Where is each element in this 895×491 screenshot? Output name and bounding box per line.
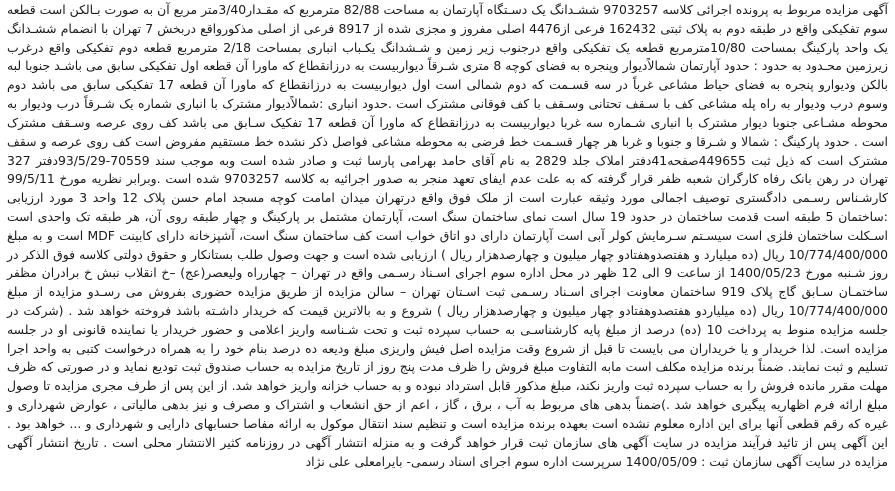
notice-text: آگهی مزایده مربوط به پرونده اجرائی کلاسه 9703257 ششـدانگ یک دسـتگاه آپارتمان به مساحت 82/88 مترمربع که مقـدار3/40متر مربع آن به صورت بـالکن است قطعه سوم تفکیکی واقع در طبقه دوم به پلاک ثبتی 162432 فرعی از4476 اصلی مفروز و مجزی شده از 8917 فرعی از اصلی مذکورواقع دربخش 7 تهران با انضمام ششـدانگ یک واحد پارکینگ بمساحت 10/80مترمربع قطعه یک تفکیکی واقع درجنوب زیر زمین و شـشدانگ یکـباب انباری بمساحت 2/18 مترمربع قطعه دوم تفکیکی واقع درغرب زیرزمین محـدود به حدود : حدود آپارتمان شمالاًدیوار وپنجره به فضای کوچه 8 متری شـرقاً دیواربیست به درزانقطاع که ماورا آن قطعه اول تفکیکی سابق می باشـد جنوبا لبه بالکن ودیوارو پنجره به فضای حیاط مشاعی غرباً در سه قسـمت که دوم شمالی است اول دیواربیست به درزانقطاع که ماورا آن قطعه 17 تفکیکی سابق می باشد دوم وسوم درب ودیوار به راه پله مشاعی کف با سـقف تحتانی وسـقف با کف فوقانی مشترک است .حدود انباری :شمالاًدیوار مشترک با انباری شماره یک شـرقاً درب ودیوار به محوطه مشـاعی جنوبا دیوار مشترک با انباری شـماره سه غربا دیواربیست به درزانقطاع که ماورا آن قطعه 17 تفکیک سـابق می باشد کف روی عرصه وسـقف مشترک است . حدود پارکینگ : شمالا و شـرقا و جنوبا و غربا هر چهار قسـمت خط فرضی به محوطه مشاعی فواصل ذکر نشده خط مستقیم مفروض است کف روی عرصه و سقف مشترک است که ذیل ثبت 449655صفحه41دفتر املاک جلد 2829 به نام آقای حامد بهرامی پارسا ثبت و صادر شده است وبه موجب سند 70559-93/5/29دفتر 327 تهران در رهن بانک رفاه کارگران شعبه ظفر قرار گرفته که به علت عدم ایفای تعهد منجر به صدور اجرائیه به کلاسه 9703257 شده است .وبرابر نظریه مورخ 99/5/11 کارشـناس رسـمی دادگستری توصیف اجمالی مورد وثیقه عبارت است از ملک فوق واقع درتهران میدان امامت کوچه مسجد امام حسن پلاک 12 واحد 3 مورد ارزیابی :ساختمان 5 طبقه است قدمت ساختمان در حدود 19 سال است نمای ساختمان سنگ است، آپارتمان مشتمل بر پارکینگ و چهار طبقه روی آن، هر طبقه تک واحدی است اسـکلت ساختمان فلزی است سیسـتم سـرمایش کولر آبی است آپارتمان دارای دو اتاق خواب است کف ساختمان سنگ است، آشپزخانه دارای کابینت MDF است و به مبلغ 10/774/400/000 ریال (ده میلیارد و هفتصدوهفتادو چهار میلیون و چهارصدهزار ریال ) ارزیابی شده است و جهت وصول طلب بستانکار و حقوق دولتی کلاسه فوق الذکر در روز شـنبه مورخ 1400/05/23 از ساعت 9 الی 12 ظهر در محل اداره سوم اجرای اسـناد رسـمی واقع در تهران – چهارراه ولیعصر(عج) –خ انقلاب نبش خ برادران مظفر ساختمـان سـابق گاج پلاک 919 ساختمان معاونت اجرای اسـناد رسـمی ثبت اسـتان تهران – سالن مزایده از طریق مزایده حضوری بفروش می رسـدو مزایده از مبلغ 10/774/400/000 ریال (ده میلیاردو هفتصدوهفتادو چهار میلیون و چهارصدهزار ریال ) شروع و به بالاترین قیمت که خریدار داشـته باشد فروخته خواهد شد . (شرکت در جلسه مزایده منوط به پرداخت 10 (ده) درصد از مبلغ پایه کارشناسـی به حساب سپرده ثبت و تحت شـناسه واریز اعلامی و حضور خریدار یا نماینده قانونی او در جلسه مزایده است. لذا خریدار و یا خریداران می بایست تا قبل از شروع وقت مزایده اصل فیش واریزی مبلغ ودیعه ده درصد بنام خود را به همراه درخواست کتبی به واحد اجرا تسلیم و ثبت نمایند. ضمناً برنده مزایده مکلف است مابه التفاوت مبلغ فروش را ظرف مدت پنج روز از تاریخ مزایده به حساب صندوق ثبت تودیع نماید و در صورتی که ظرف مهلت مقرر مانده فروش را به حساب سپرده ثبت واریز نکند، مبلغ مذکور قابل استرداد نبوده و به حساب خزانه واریز خواهد شد. از این پس از طرف مجری مزایده تا وصول مبلغ ارائه فرم اظهاریه پیگیری خواهد شد .)ضمناً بدهی های مربوط به آب ، برق ، گاز ، اعم از حق انشعاب و اشتراک و مصرف و نیز بدهی مالیاتی ، عوارض شهرداری و غیره که رقم قطعی آنها برای این اداره معلوم نشده است بعهده برنده مزایده است و تنظیم سند انتقال موکول به ارائه مفاصا حسابهای دارایی و شهرداری و ... خواهد بود . این آگهی پس از تائید فرآیند مزایده در سایت آگهی های سازمان ثبت قرار خواهد گرفت و به منزله انتشار آگهی در روزنامه کثیر الانتشار محلی است . تاریخ انتشار آگهی مزایده در سایت آگهی سازمان ثبت : 1400/05/09 سرپرست اداره سوم اجرای اسناد رسمی- بایرامعلی علی نژاد [7, 2, 889, 469]
